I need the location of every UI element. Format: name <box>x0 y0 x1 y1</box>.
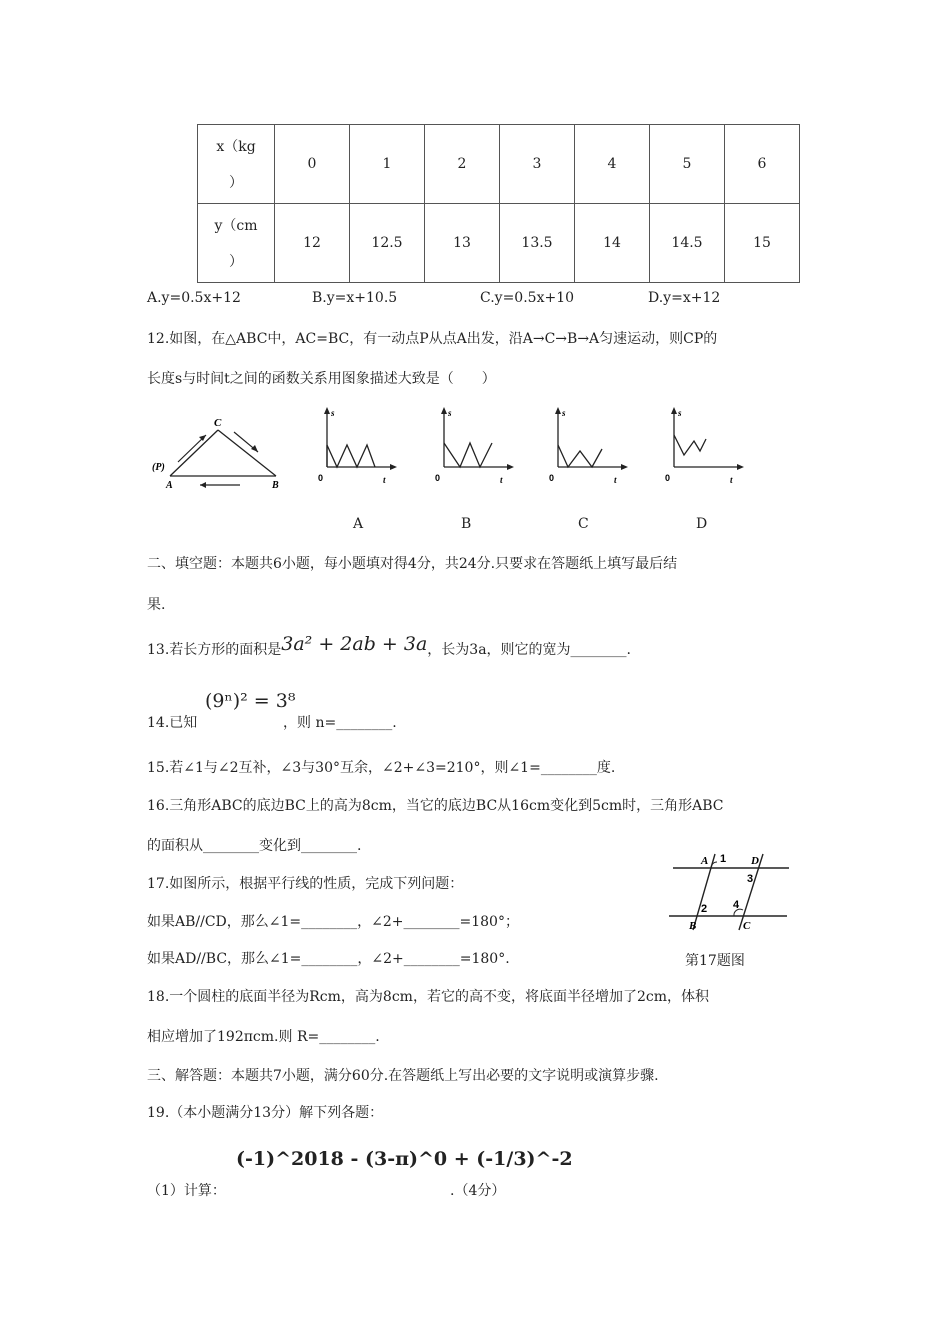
q13-expression: 3a² + 2ab + 3a <box>281 633 428 655</box>
q19-part1-suffix: .（4分） <box>450 1183 506 1199</box>
graph-label-b: B <box>461 516 472 532</box>
q14-expression: (9ⁿ)² = 3⁸ <box>205 690 296 712</box>
table-row <box>198 125 800 204</box>
table-cell: 15 <box>725 204 800 283</box>
angle-1: 1 <box>720 853 727 865</box>
table-cell: 13 <box>425 204 500 283</box>
graph-option-d <box>662 405 744 487</box>
table-cell: 6 <box>725 125 800 204</box>
axis-t: t <box>383 475 386 485</box>
table-cell: 13.5 <box>500 204 575 283</box>
graph-label-d: D <box>696 516 708 532</box>
table-cell: 14 <box>575 204 650 283</box>
graph-label-c: C <box>578 516 589 532</box>
origin-label: 0 <box>435 473 441 483</box>
parallel-lines-figure <box>665 846 795 938</box>
label-b: B <box>689 920 697 932</box>
graph-option-c <box>546 405 628 487</box>
triangle-figure <box>148 410 288 492</box>
label-p: (P) <box>152 462 165 473</box>
q17-line3: 如果AD//BC，那么∠1=________，∠2+________=180°. <box>147 951 510 967</box>
angle-2: 2 <box>701 903 708 915</box>
axis-s: s <box>678 408 682 418</box>
origin-label: 0 <box>549 473 555 483</box>
q17-figure-caption: 第17题图 <box>685 953 745 969</box>
table-cell: 4 <box>575 125 650 204</box>
data-table <box>197 124 800 283</box>
angle-4: 4 <box>733 899 740 911</box>
label-c: C <box>743 920 751 932</box>
q17-line2: 如果AB//CD，那么∠1=________，∠2+________=180°； <box>147 914 519 930</box>
q15: 15.若∠1与∠2互补，∠3与30°互余，∠2+∠3=210°，则∠1=________度. <box>147 760 616 776</box>
q14-pre: 14.已知 <box>147 715 198 731</box>
section3-heading: 三、解答题：本题共7小题，满分60分.在答题纸上写出必要的文字说明或演算步骤. <box>147 1068 659 1084</box>
label-c: C <box>214 417 222 429</box>
table-cell: 5 <box>650 125 725 204</box>
label-a: A <box>701 855 709 867</box>
q16-line1: 16.三角形ABC的底边BC上的高为8cm，当它的底边BC从16cm变化到5cm时，三角形ABC <box>147 798 724 814</box>
table-header-cell: x（kg ） <box>198 125 275 204</box>
q17-line1: 17.如图所示，根据平行线的性质，完成下列问题： <box>147 876 464 892</box>
axis-t: t <box>500 475 503 485</box>
section2-line2: 果. <box>147 597 166 613</box>
label-b: B <box>272 480 279 491</box>
table-cell: 0 <box>275 125 350 204</box>
graph-option-a <box>315 405 397 487</box>
q12-line1: 12.如图，在△ABC中，AC=BC，有一动点P从点A出发，沿A→C→B→A匀速运动，则CP的 <box>147 331 718 347</box>
table-cell: 12.5 <box>350 204 425 283</box>
q19-title: 19.（本小题满分13分）解下列各题： <box>147 1105 384 1121</box>
q14-post: ，则 n=________. <box>283 715 397 731</box>
axis-t: t <box>614 475 617 485</box>
table-header-cell: y（cm ） <box>198 204 275 283</box>
table-cell: 2 <box>425 125 500 204</box>
graph-option-b <box>432 405 514 487</box>
angle-3: 3 <box>747 873 754 885</box>
table-cell: 14.5 <box>650 204 725 283</box>
q11-option-a: A.y=0.5x+12 <box>147 290 241 306</box>
axis-s: s <box>448 408 452 418</box>
table-cell: 1 <box>350 125 425 204</box>
label-d: D <box>751 855 759 867</box>
table-cell: 3 <box>500 125 575 204</box>
axis-s: s <box>562 408 566 418</box>
graph-label-a: A <box>353 516 364 532</box>
q11-option-c: C.y=0.5x+10 <box>480 290 575 306</box>
origin-label: 0 <box>318 473 324 483</box>
q19-expression: (-1)^2018 - (3-π)^0 + (-1/3)^-2 <box>236 1148 573 1170</box>
q12-line2: 长度s与时间t之间的函数关系用图象描述大致是（ ） <box>147 371 496 387</box>
q13: 13.若长方形的面积是3a² + 2ab + 3a，长为3a，则它的宽为________. <box>147 633 632 658</box>
q11-option-d: D.y=x+12 <box>648 290 721 306</box>
axis-s: s <box>331 408 335 418</box>
section2-line1: 二、填空题：本题共6小题，每小题填对得4分，共24分.只要求在答题纸上填写最后结 <box>147 556 678 572</box>
origin-label: 0 <box>665 473 671 483</box>
label-a: A <box>166 480 173 491</box>
axis-t: t <box>730 475 733 485</box>
q19-part1-prefix: （1）计算： <box>147 1183 226 1199</box>
table-cell: 12 <box>275 204 350 283</box>
q18-line1: 18.一个圆柱的底面半径为Rcm，高为8cm，若它的高不变，将底面半径增加了2cm，体积 <box>147 989 709 1005</box>
q16-line2: 的面积从________变化到________. <box>147 838 362 854</box>
q18-line2: 相应增加了192πcm.则 R=________. <box>147 1029 380 1045</box>
table-row <box>198 204 800 283</box>
q11-option-b: B.y=x+10.5 <box>312 290 398 306</box>
